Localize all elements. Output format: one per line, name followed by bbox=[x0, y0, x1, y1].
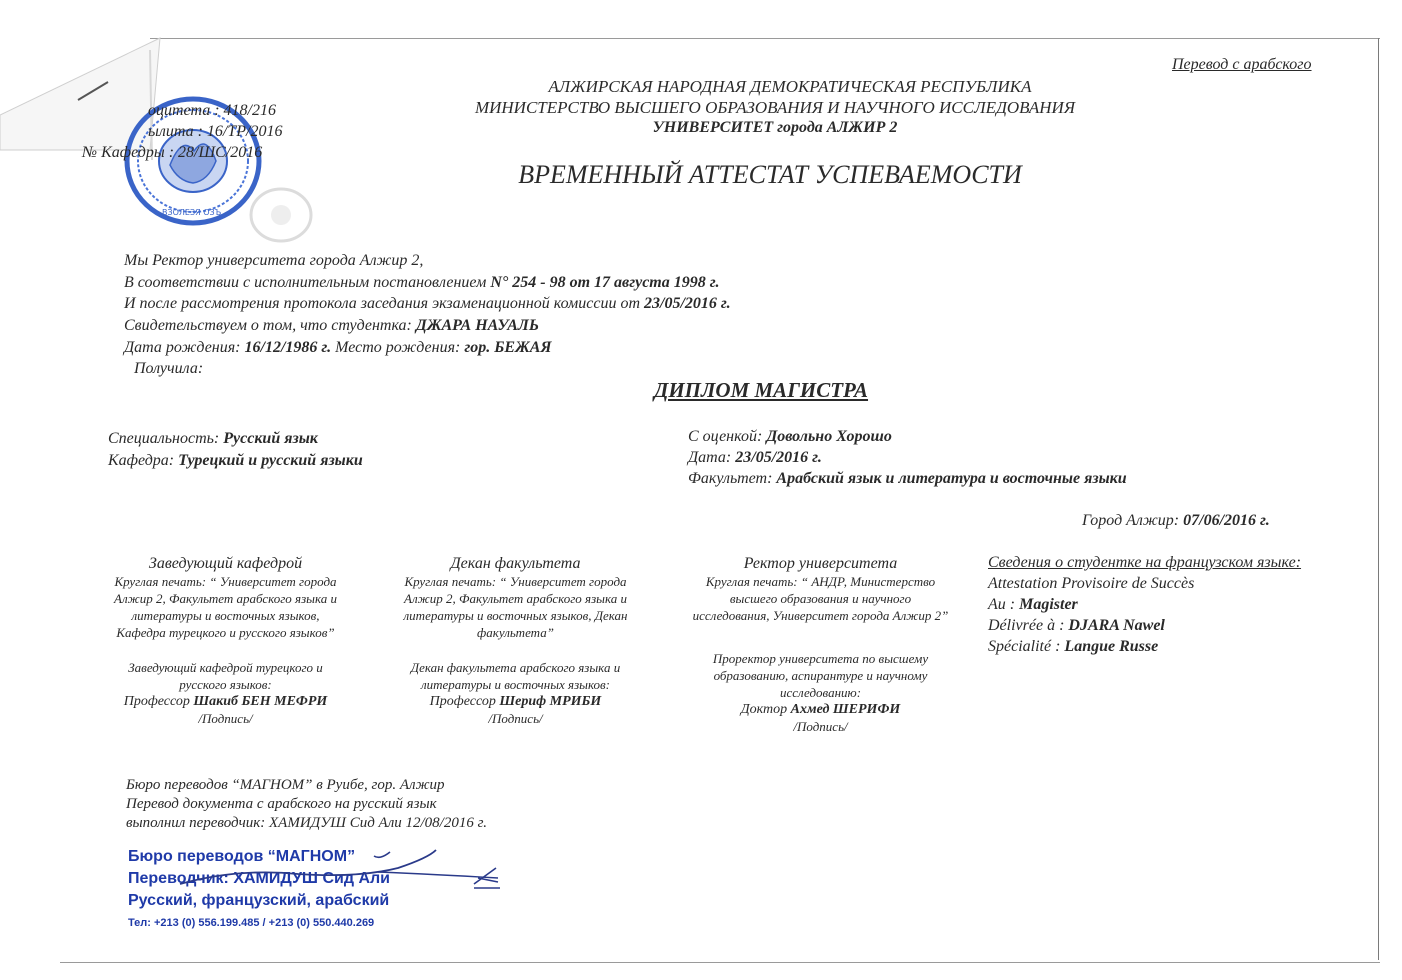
ref-number-1: оцитета : 418/216 bbox=[148, 102, 276, 119]
french-info-line: Spécialité : Langue Russe bbox=[988, 638, 1159, 655]
signatory-name: Профессор Шакиб БЕН МЕФРИ bbox=[123, 694, 328, 709]
diploma-name: ДИПЛОМ МАГИСТРА bbox=[654, 378, 869, 402]
grade: С оценкой: Довольно Хорошо bbox=[688, 428, 892, 445]
ref-number-3: № Кафедры : 28/ШС/2016 bbox=[82, 144, 263, 161]
speciality: Специальность: Русский язык bbox=[108, 430, 318, 447]
document-title: ВРЕМЕННЫЙ АТТЕСТАТ УСПЕВАЕМОСТИ bbox=[518, 160, 1022, 189]
page-edge bbox=[60, 962, 1380, 963]
signatory-role: исследованию: bbox=[779, 685, 862, 700]
french-info-line: Au : Magister bbox=[988, 596, 1078, 613]
signatory-role: Декан факультета арабского языка и bbox=[410, 660, 621, 675]
intro-line-4: Свидетельствуем о том, что студентка: ДЖАРА НАУАЛЬ bbox=[124, 317, 540, 334]
stamp-line: Переводчик: ХАМИДУШ Сид Али bbox=[128, 870, 390, 887]
seal-text: высшего образования и научного bbox=[729, 591, 912, 606]
city-date: Город Алжир: 07/06/2016 г. bbox=[1082, 512, 1270, 529]
handwritten-signature bbox=[178, 838, 518, 898]
svg-text:ВЗОЛЕЗЯ ОЗЪ: ВЗОЛЕЗЯ ОЗЪ bbox=[162, 208, 222, 217]
translator-block bbox=[126, 776, 487, 833]
seal-text: Круглая печать: “ АНДР, Министерство bbox=[705, 574, 936, 589]
signatory-role: русского языков: bbox=[179, 677, 272, 692]
signature-title: Декан факультета bbox=[450, 555, 581, 572]
ref-number-2: ылита : 16/ТР/2016 bbox=[148, 123, 283, 140]
signature-block bbox=[88, 555, 363, 727]
seal-text: Круглая печать: “ Университет города bbox=[114, 574, 337, 589]
seal-text: Круглая печать: “ Университет города bbox=[404, 574, 627, 589]
seal-text: литературы и восточных языков, bbox=[131, 608, 320, 623]
signature-mark: /Подпись/ bbox=[488, 711, 543, 726]
faculty: Факультет: Арабский язык и литература и восточные языки bbox=[688, 470, 1127, 487]
translator-line: Бюро переводов “МАГНОМ” в Руибе, гор. Алжир bbox=[126, 777, 445, 793]
diploma-date: Дата: 23/05/2016 г. bbox=[688, 449, 822, 466]
intro-line-3: И после рассмотрения протокола заседания экзаменационной комиссии от 23/05/2016 г. bbox=[124, 295, 731, 312]
signatory-role: Проректор университета по высшему bbox=[712, 651, 929, 666]
intro-line-2: В соответствии с исполнительным постановлением N° 254 - 98 от 17 августа 1998 г. bbox=[124, 274, 720, 291]
seal-text: Алжир 2, Факультет арабского языка и bbox=[404, 591, 627, 606]
seal-text: литературы и восточных языков, Декан bbox=[403, 608, 628, 623]
header-ministry: МИНИСТЕРСТВО ВЫСШЕГО ОБРАЗОВАНИЯ И НАУЧНОГО ИССЛЕДОВАНИЯ bbox=[474, 98, 1076, 117]
french-info-line: Attestation Provisoire de Succès bbox=[988, 575, 1195, 592]
intro-line-5: Дата рождения: 16/12/1986 г. Место рождения: гор. БЕЖАЯ bbox=[124, 339, 552, 356]
signature-title: Ректор университета bbox=[743, 555, 898, 572]
signature-block bbox=[378, 555, 653, 727]
stamp-line: Тел: +213 (0) 556.199.485 / +213 (0) 550.440.269 bbox=[128, 917, 375, 929]
seal-text: Алжир 2, Факультет арабского языка и bbox=[114, 591, 337, 606]
header-university: УНИВЕРСИТЕТ города АЛЖИР 2 bbox=[652, 119, 898, 136]
french-info-line: Délivrée à : DJARA Nawel bbox=[988, 617, 1165, 634]
page-edge bbox=[150, 38, 1380, 39]
signature-mark: /Подпись/ bbox=[793, 719, 848, 734]
department: Кафедра: Турецкий и русский языки bbox=[108, 452, 363, 469]
signatory-role: Заведующий кафедрой турецкого и bbox=[128, 660, 323, 675]
intro-line-6: Получила: bbox=[134, 360, 204, 377]
signatory-role: литературы и восточных языков: bbox=[420, 677, 611, 692]
signatory-role: образованию, аспирантуре и научному bbox=[713, 668, 928, 683]
translator-line: выполнил переводчик: ХАМИДУШ Сид Али 12/08/2016 г. bbox=[126, 815, 487, 831]
stamp-line: Бюро переводов “МАГНОМ” bbox=[128, 848, 356, 865]
signature-block bbox=[668, 555, 973, 735]
translator-line: Перевод документа с арабского на русский язык bbox=[126, 796, 437, 812]
seal-text: исследования, Университет города Алжир 2” bbox=[692, 608, 949, 623]
seal-text: Кафедра турецкого и русского языков” bbox=[116, 625, 335, 640]
signature-mark: /Подпись/ bbox=[198, 711, 253, 726]
translation-note: Перевод с арабского bbox=[1172, 56, 1312, 73]
stamp-line: Русский, французский, арабский bbox=[128, 892, 390, 909]
signatory-name: Доктор Ахмед ШЕРИФИ bbox=[740, 702, 901, 717]
french-info-title: Сведения о студентке на французском языке: bbox=[988, 554, 1302, 571]
intro-line-1: Мы Ректор университета города Алжир 2, bbox=[124, 252, 424, 269]
signature-title: Заведующий кафедрой bbox=[148, 555, 303, 572]
signatory-name: Профессор Шериф МРИБИ bbox=[429, 694, 602, 709]
header-republic: АЛЖИРСКАЯ НАРОДНАЯ ДЕМОКРАТИЧЕСКАЯ РЕСПУБЛИКА bbox=[548, 77, 1032, 96]
faint-stamp bbox=[246, 185, 316, 245]
seal-text: факультета” bbox=[477, 625, 554, 640]
french-info bbox=[988, 552, 1301, 657]
page-edge bbox=[1378, 38, 1379, 960]
